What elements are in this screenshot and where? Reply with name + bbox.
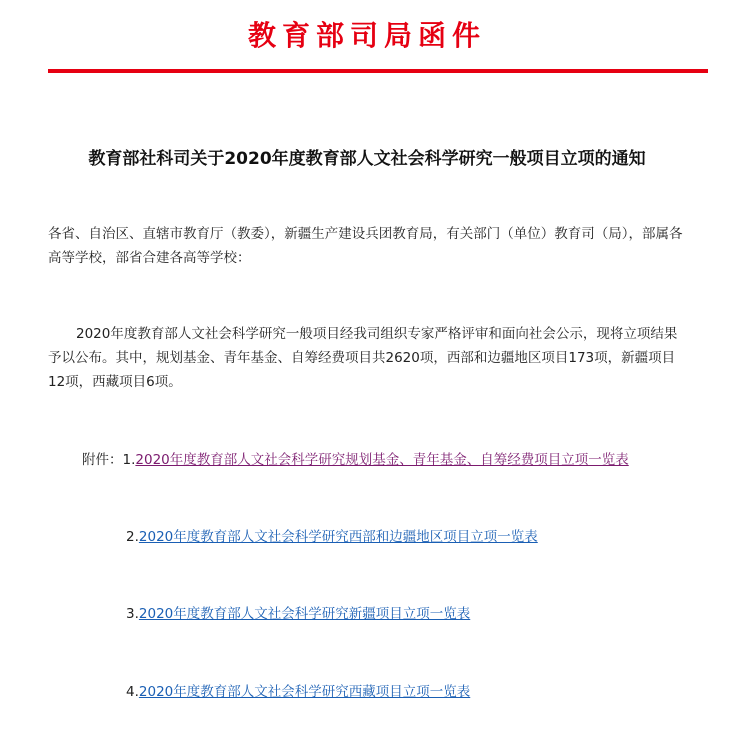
attachment-number: 2.: [126, 529, 139, 545]
attachment-number: 4.: [126, 684, 139, 700]
body-paragraph: 2020年度教育部人文社会科学研究一般项目经我司组织专家严格评审和面向社会公示，现将立项结果予以公布。其中，规划基金、青年基金、自筹经费项目共2620项，西部和边疆地区项目173项，新疆项目12项，西藏项目6项。: [48, 326, 678, 390]
attachment-prefix: 附件：: [82, 452, 123, 468]
attachment-link-4[interactable]: 2020年度教育部人文社会科学研究西藏项目立项一览表: [138, 684, 471, 700]
attachment-item-2: [126, 525, 538, 549]
salutation-text: 各省、自治区、直辖市教育厅（教委），新疆生产建设兵团教育局，有关部门（单位）教育司（局），部属各高等学校，部省合建各高等学校：: [48, 226, 683, 266]
letterhead-divider: [48, 69, 708, 73]
attachment-item-3: [126, 602, 470, 626]
attachment-number: 3.: [126, 606, 139, 622]
document-title: 教育部社科司关于2020年度教育部人文社会科学研究一般项目立项的通知: [88, 149, 646, 169]
attachment-item-4: [126, 680, 470, 704]
attachment-link-1[interactable]: 2020年度教育部人文社会科学研究规划基金、青年基金、自筹经费项目立项一览表: [135, 452, 629, 468]
attachment-item-1: [82, 448, 629, 472]
attachment-link-2[interactable]: 2020年度教育部人文社会科学研究西部和边疆地区项目立项一览表: [138, 529, 538, 545]
attachment-link-3[interactable]: 2020年度教育部人文社会科学研究新疆项目立项一览表: [138, 606, 471, 622]
letterhead-title: 教育部司局函件: [247, 19, 486, 52]
attachment-number: 1.: [122, 452, 136, 468]
